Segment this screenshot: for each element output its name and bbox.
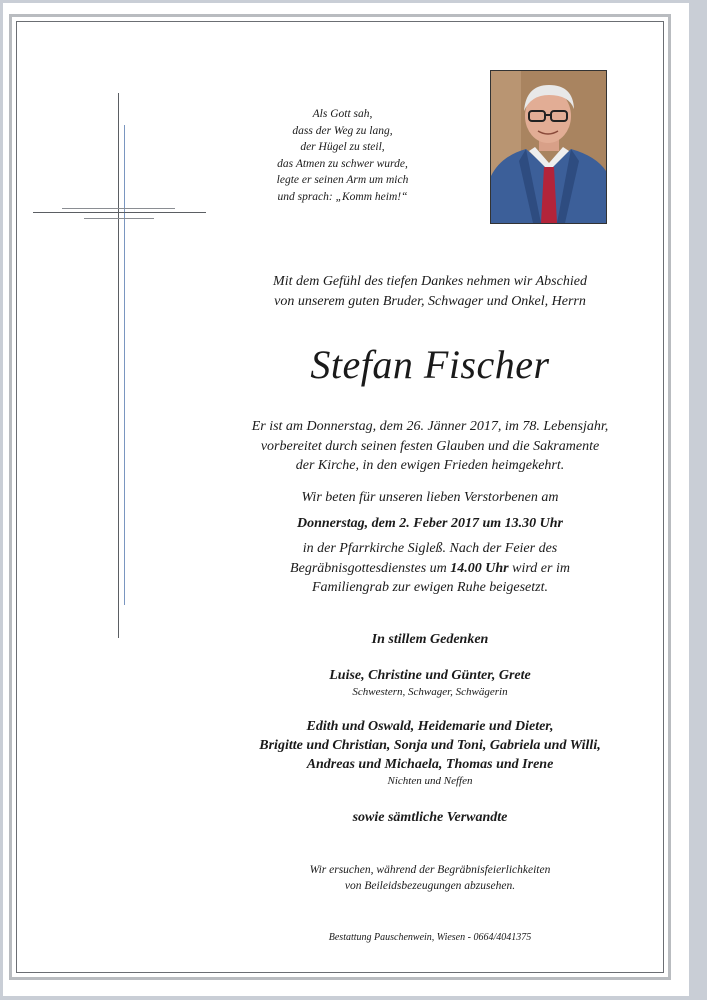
poem-line: und sprach: „Komm heim!“	[277, 190, 408, 203]
poem-line: legte er seinen Arm um mich	[276, 174, 409, 186]
request-line: Wir ersuchen, während der Begräbnisfeierlichkeiten	[309, 864, 551, 876]
poem-line: dass der Weg zu lang,	[292, 124, 393, 137]
poem	[240, 106, 445, 205]
family-group-siblings	[200, 666, 660, 699]
request-line: von Beileidsbezeugungen abzusehen.	[344, 880, 516, 892]
death-text	[200, 417, 660, 476]
burial-text	[200, 539, 660, 598]
funeral-home-footer: Bestattung Pauschenwein, Wiesen - 0664/4041375	[328, 932, 532, 943]
family-names: Edith und Oswald, Heidemarie und Dieter,	[306, 719, 554, 734]
poem-line: das Atmen zu schwer wurde,	[277, 157, 408, 170]
family-group-nieces-nephews	[200, 717, 660, 788]
intro-line: von unserem guten Bruder, Schwager und Onkel, Herrn	[274, 294, 586, 309]
poem-line: Als Gott sah,	[312, 108, 373, 120]
in-memory-heading: In stillem Gedenken	[371, 632, 489, 647]
burial-line: Familiengrab zur ewigen Ruhe beigesetzt.	[311, 580, 549, 595]
service-date: Donnerstag, dem 2. Feber 2017 um 13.30 Uhr	[296, 516, 564, 531]
cross-horizontal-line	[33, 212, 206, 213]
death-text-line: vorbereitet durch seinen festen Glauben und die Sakramente	[260, 438, 600, 454]
pray-line: Wir beten für unseren lieben Verstorbenen am	[301, 490, 559, 505]
cross-icon	[30, 90, 210, 640]
family-names: Brigitte und Christian, Sonja und Toni, Gabriela und Willi,	[259, 738, 601, 753]
cross-vertical-line	[118, 93, 119, 638]
burial-line	[200, 559, 660, 579]
burial-line: in der Pfarrkirche Sigleß. Nach der Feier des	[302, 541, 558, 556]
cross-horizontal-accent-bottom	[84, 218, 154, 219]
cross-horizontal-accent-top	[62, 208, 175, 209]
burial-line-post: wird er im	[508, 560, 570, 576]
family-relation: Schwestern, Schwager, Schwägerin	[352, 686, 508, 698]
family-names: Luise, Christine und Günter, Grete	[329, 668, 531, 683]
death-text-line: der Kirche, in den ewigen Frieden heimgekehrt.	[295, 458, 565, 473]
family-relation: Nichten und Neffen	[387, 775, 473, 787]
relatives-line: sowie sämtliche Verwandte	[352, 810, 508, 825]
death-text-line: Er ist am Donnerstag, dem 26. Jänner 2017, im 78. Lebensjahr,	[251, 419, 609, 434]
cross-vertical-accent	[124, 125, 125, 605]
burial-line-pre: Begräbnisgottesdienstes um	[290, 560, 451, 576]
condolence-request	[200, 862, 660, 894]
deceased-name: Stefan Fischer	[310, 342, 550, 387]
burial-time: 14.00 Uhr	[450, 560, 509, 576]
portrait-photo	[490, 70, 607, 224]
family-names: Andreas und Michaela, Thomas und Irene	[306, 757, 554, 772]
intro-line: Mit dem Gefühl des tiefen Dankes nehmen wir Abschied	[273, 274, 587, 289]
intro-text	[200, 272, 660, 312]
portrait-illustration	[491, 71, 606, 223]
poem-line: der Hügel zu steil,	[300, 141, 385, 153]
